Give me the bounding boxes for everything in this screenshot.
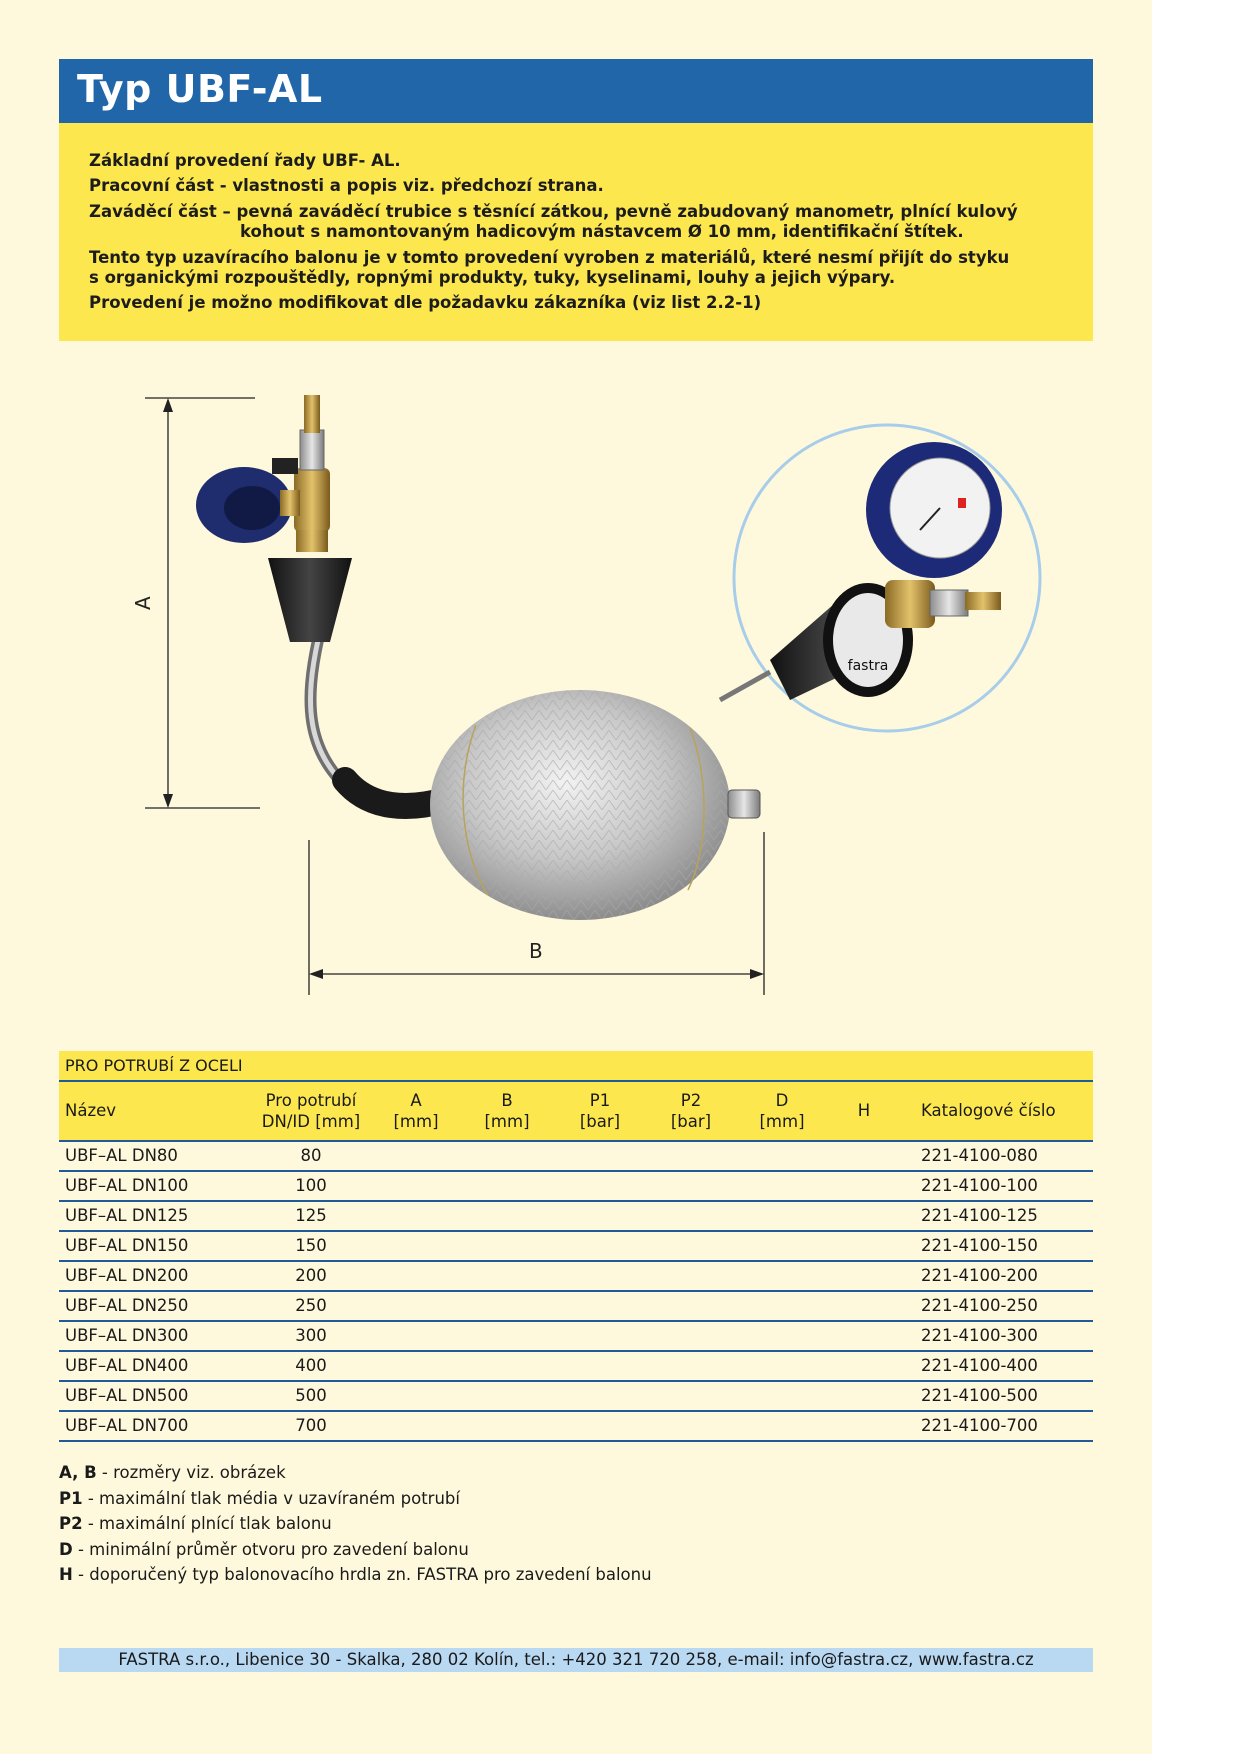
row-name: UBF–AL DN100 (65, 1176, 189, 1195)
gauge-brand-label: fastra (847, 658, 889, 674)
row-dn: 200 (295, 1266, 327, 1285)
col-a (386, 1090, 446, 1132)
legend-key: P2 (59, 1514, 83, 1534)
col-p2-line1: P2 (680, 1091, 702, 1110)
row-name: UBF–AL DN500 (65, 1386, 189, 1405)
col-b-line2: [mm] (484, 1112, 530, 1131)
col-katalog: Katalogové číslo (921, 1101, 1056, 1120)
row-catalog: 221-4100-500 (921, 1386, 1038, 1405)
intro-line-5: Provedení je možno modifikovat dle požadavku zákazníka (viz list 2.2-1) (89, 293, 762, 312)
intro-line-2: Pracovní část - vlastnosti a popis viz. předchozí strana. (89, 176, 604, 195)
legend-key: H (59, 1565, 73, 1585)
dimension-a-label: A (131, 596, 155, 610)
col-a-line1: A (410, 1091, 422, 1110)
row-catalog: 221-4100-200 (921, 1266, 1038, 1285)
intro-line-4: Tento typ uzavíracího balonu je v tomto provedení vyroben z materiálů, které nesmí přijít do styku (89, 248, 1010, 267)
row-dn: 300 (295, 1326, 327, 1345)
legend-key: A, B (59, 1463, 97, 1482)
row-dn: 80 (300, 1146, 322, 1165)
legend (59, 1460, 652, 1588)
col-b (477, 1090, 537, 1132)
row-name: UBF–AL DN300 (65, 1326, 189, 1345)
legend-item (59, 1486, 652, 1512)
legend-item (59, 1562, 652, 1588)
row-name: UBF–AL DN400 (65, 1356, 189, 1375)
row-name: UBF–AL DN250 (65, 1296, 189, 1315)
col-p2-line2: [bar] (670, 1112, 712, 1131)
legend-item (59, 1537, 652, 1563)
table-row (59, 1292, 1093, 1322)
legend-text: - doporučený typ balonovacího hrdla zn. FASTRA pro zavedení balonu (72, 1565, 652, 1585)
table-row (59, 1382, 1093, 1412)
table-row (59, 1172, 1093, 1202)
row-catalog: 221-4100-125 (921, 1206, 1038, 1225)
intro-line-3: Zaváděcí část – pevná zaváděcí trubice s těsnící zátkou, pevně zabudovaný manometr, plnící kulový (89, 202, 1018, 221)
row-name: UBF–AL DN200 (65, 1266, 189, 1285)
legend-key: D (59, 1539, 73, 1559)
col-d (752, 1090, 812, 1132)
col-dn-line2: DN/ID [mm] (261, 1112, 361, 1131)
detail-inset (720, 425, 1040, 731)
legend-item (59, 1511, 652, 1537)
legend-item (59, 1460, 652, 1486)
table-row (59, 1262, 1093, 1292)
legend-text: - rozměry viz. obrázek (96, 1463, 286, 1482)
row-dn: 100 (295, 1176, 327, 1195)
intro-line-3b: kohout s namontovaným hadicovým nástavcem Ø 10 mm, identifikační štítek. (240, 222, 964, 241)
table-row (59, 1412, 1093, 1442)
intro-line-4b: s organickými rozpouštědly, ropnými produkty, tuky, kyselinami, louhy a jejich výpary. (89, 268, 896, 287)
row-catalog: 221-4100-080 (921, 1146, 1038, 1165)
dimension-b-label: B (529, 939, 543, 963)
row-dn: 400 (295, 1356, 327, 1375)
legend-key: P1 (59, 1488, 83, 1508)
table-caption: PRO POTRUBÍ Z OCELI (59, 1051, 1093, 1082)
row-catalog: 221-4100-250 (921, 1296, 1038, 1315)
col-dn (251, 1090, 371, 1132)
col-p2 (661, 1090, 721, 1132)
row-dn: 250 (295, 1296, 327, 1315)
row-catalog: 221-4100-100 (921, 1176, 1038, 1195)
row-catalog: 221-4100-150 (921, 1236, 1038, 1255)
table-row (59, 1232, 1093, 1262)
table-header (59, 1082, 1093, 1142)
legend-text: - minimální průměr otvoru pro zavedení balonu (72, 1539, 469, 1559)
row-name: UBF–AL DN700 (65, 1416, 189, 1435)
col-dn-line1: Pro potrubí (265, 1091, 357, 1110)
legend-text: - maximální tlak média v uzavíraném potrubí (82, 1488, 460, 1508)
row-catalog: 221-4100-700 (921, 1416, 1038, 1435)
row-name: UBF–AL DN125 (65, 1206, 189, 1225)
row-dn: 125 (295, 1206, 327, 1225)
row-dn: 150 (295, 1236, 327, 1255)
col-nazev: Název (65, 1101, 117, 1120)
col-b-line1: B (501, 1091, 513, 1110)
table-row (59, 1322, 1093, 1352)
table-row (59, 1352, 1093, 1382)
row-catalog: 221-4100-400 (921, 1356, 1038, 1375)
row-dn: 700 (295, 1416, 327, 1435)
col-d-line1: D (775, 1091, 789, 1110)
row-name: UBF–AL DN150 (65, 1236, 189, 1255)
col-p1 (570, 1090, 630, 1132)
spec-table (59, 1051, 1093, 1442)
gauge-icon (196, 467, 300, 543)
row-catalog: 221-4100-300 (921, 1326, 1038, 1345)
table-row (59, 1202, 1093, 1232)
row-name: UBF–AL DN80 (65, 1146, 178, 1165)
col-p1-line2: [bar] (579, 1112, 621, 1131)
col-p1-line1: P1 (589, 1091, 611, 1110)
row-dn: 500 (295, 1386, 327, 1405)
dimension-a (145, 398, 260, 808)
intro-line-1: Základní provedení řady UBF- AL. (89, 151, 401, 170)
table-row (59, 1142, 1093, 1172)
col-a-line2: [mm] (393, 1112, 439, 1131)
page-title: Typ UBF-AL (77, 67, 323, 111)
legend-text: - maximální plnící tlak balonu (82, 1514, 332, 1534)
col-d-line2: [mm] (759, 1112, 805, 1131)
col-h: H (857, 1101, 871, 1120)
footer-contact: FASTRA s.r.o., Libenice 30 - Skalka, 280 02 Kolín, tel.: +420 321 720 258, e-mail: info@fastra.cz, www.fastra.cz (59, 1648, 1093, 1672)
